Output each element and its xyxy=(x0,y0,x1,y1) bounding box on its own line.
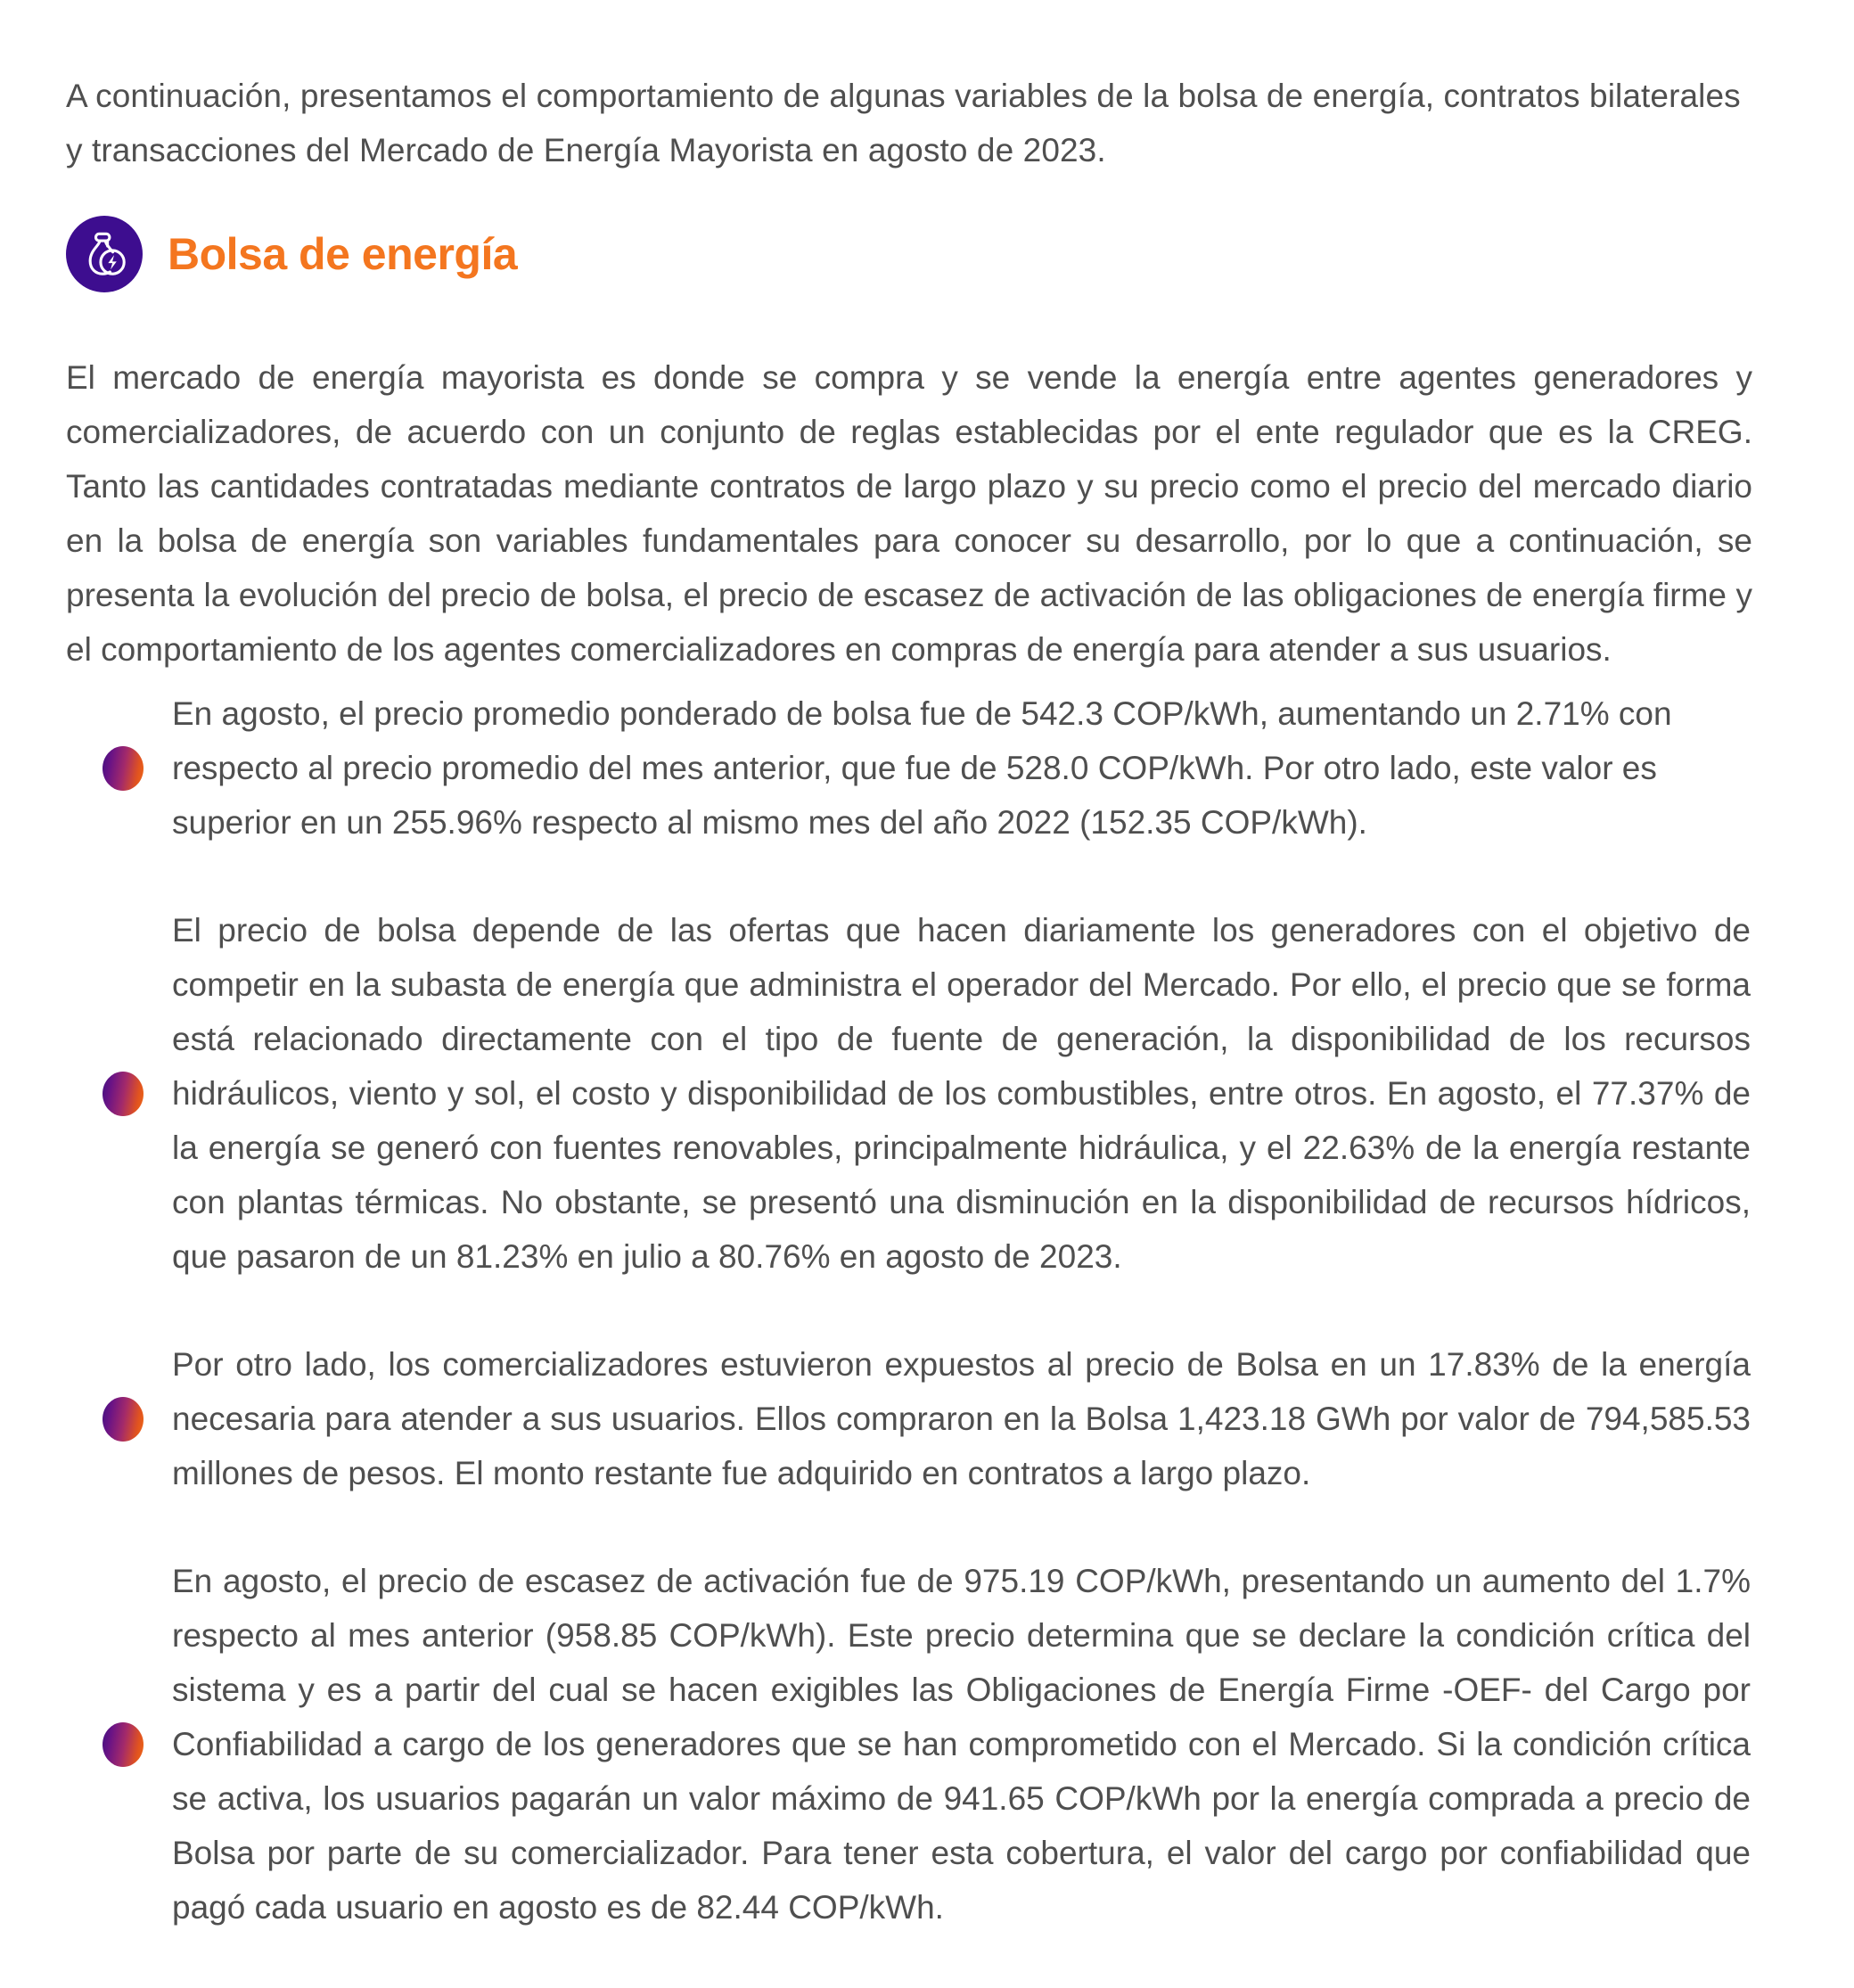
bullet-text: En agosto, el precio de escasez de activación fue de 975.19 COP/kWh, presentando un aumento del 1.7% respecto al mes anterior (958.85 COP/kWh). Este precio determina que se declare la condición crítica del sistema y es a partir del cual se hacen exigibles las Obligaciones de Energía Firme -OEF- del Cargo por Confiabilidad a cargo de los generadores que se han comprometido con el Mercado. Si la condición crítica se activa, los usuarios pagarán un valor máximo de 941.65 COP/kWh por la energía comprada a precio de Bolsa por parte de su comercializador. Para tener esta cobertura, el valor del cargo por confiabilidad que pagó cada usuario en agosto es de 82.44 COP/kWh. xyxy=(172,1563,1751,1926)
money-bag-energy-icon xyxy=(66,216,143,292)
bullet-marker-icon xyxy=(103,746,144,791)
bullet-text: Por otro lado, los comercializadores estuvieron expuestos al precio de Bolsa en un 17.83% de la energía necesaria para atender a sus usuarios. Ellos compraron en la Bolsa 1,423.18 GWh por valor de 794,585.53 millones de pesos. El monto restante fue adquirido en contratos a largo plazo. xyxy=(172,1346,1751,1491)
intro-paragraph: A continuación, presentamos el comportamiento de algunas variables de la bolsa de energía, contratos bilaterales y transacciones del Mercado de Energía Mayorista en agosto de 2023. xyxy=(66,78,1741,168)
list-item xyxy=(0,1554,1854,1935)
bullet-marker-icon xyxy=(103,1072,144,1116)
bullet-text: En agosto, el precio promedio ponderado de bolsa fue de 542.3 COP/kWh, aumentando un 2.71% con respecto al precio promedio del mes anterior, que fue de 528.0 COP/kWh. Por otro lado, este valor es superior en un 255.96% respecto al mismo mes del año 2022 (152.35 COP/kWh). xyxy=(172,695,1672,841)
bullet-marker-icon xyxy=(103,1397,144,1442)
body-paragraph: El mercado de energía mayorista es donde se compra y se vende la energía entre agentes generadores y comercializadores, de acuerdo con un conjunto de reglas establecidas por el ente regulador que es la CREG. Tanto las cantidades contratadas mediante contratos de largo plazo y su precio como el precio del mercado diario en la bolsa de energía son variables fundamentales para conocer su desarrollo, por lo que a continuación, se presenta la evolución del precio de bolsa, el precio de escasez de activación de las obligaciones de energía firme y el comportamiento de los agentes comercializadores en compras de energía para atender a sus usuarios. xyxy=(66,359,1752,668)
section-title: Bolsa de energía xyxy=(168,228,518,279)
list-item xyxy=(0,1337,1854,1500)
list-item xyxy=(0,686,1854,850)
section-header xyxy=(66,191,517,316)
list-item xyxy=(0,903,1854,1284)
bullet-marker-icon xyxy=(103,1722,144,1767)
bullet-list xyxy=(0,686,1854,1988)
bullet-text: El precio de bolsa depende de las ofertas que hacen diariamente los generadores con el objetivo de competir en la subasta de energía que administra el operador del Mercado. Por ello, el precio que se forma está relacionado directamente con el tipo de fuente de generación, la disponibilidad de los recursos hidráulicos, viento y sol, el costo y disponibilidad de los combustibles, entre otros. En agosto, el 77.37% de la energía se generó con fuentes renovables, principalmente hidráulica, y el 22.63% de la energía restante con plantas térmicas. No obstante, se presentó una disminución en la disponibilidad de recursos hídricos, que pasaron de un 81.23% en julio a 80.76% en agosto de 2023. xyxy=(172,912,1751,1275)
